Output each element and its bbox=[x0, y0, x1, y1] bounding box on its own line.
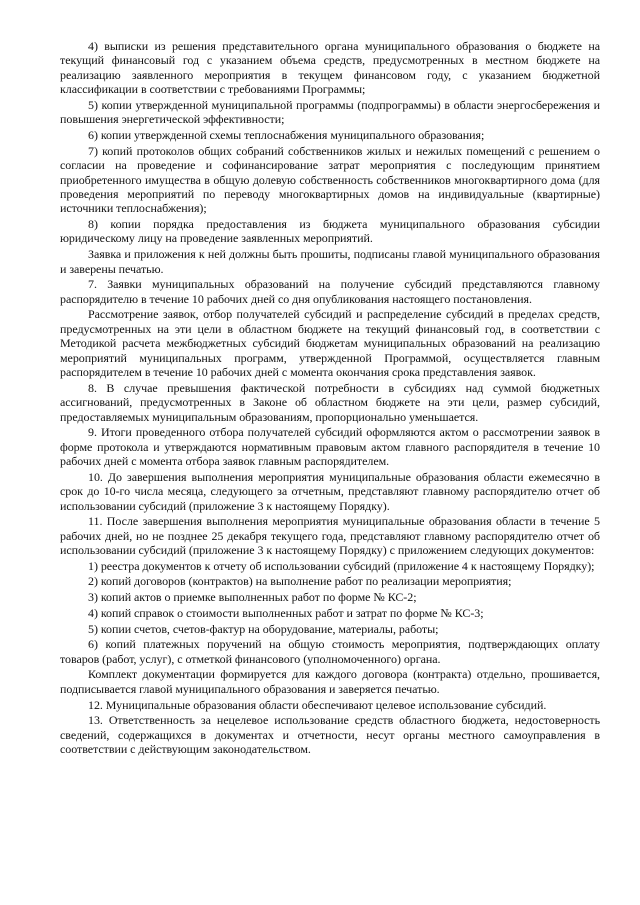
paragraph: 4) выписки из решения представительного органа муниципального образования о бюджете на текущий финансовый год с указанием объема средств, предусмотренных в местном бюджете на реализацию заявленного мероприятия в текущем финансовом году, с указанием бюджетной классификации в соответствии с требованиями Программы; bbox=[60, 39, 600, 97]
paragraph: 9. Итоги проведенного отбора получателей субсидий оформляются актом о рассмотрении заявок в форме протокола и утверждаются нормативным правовым актом главного распорядителя в течение 10 рабочих дней с момента отбора заявок главным распорядителем. bbox=[60, 425, 600, 469]
paragraph: 2) копий договоров (контрактов) на выполнение работ по реализации мероприятия; bbox=[88, 574, 512, 589]
paragraph: Комплект документации формируется для каждого договора (контракта) отдельно, прошивается, подписывается главой муниципального образования и заверяется печатью. bbox=[60, 667, 600, 696]
paragraph: 7) копий протоколов общих собраний собственников жилых и нежилых помещений с решением о согласии на проведение и софинансирование затрат мероприятия с последующим принятием приобретенного имущества в общую долевую собственность собственников многоквартирного дома (для проведения мероприятий по переводу многоквартирных домов на индивидуальные (квартирные) источники теплоснабжения); bbox=[60, 143, 600, 216]
paragraph: 7. Заявки муниципальных образований на получение субсидий представляются главному распорядителю в течение 10 рабочих дней со дня опубликования настоящего постановления. bbox=[60, 277, 600, 306]
paragraph: 5) копии счетов, счетов-фактур на оборудование, материалы, работы; bbox=[88, 621, 439, 636]
paragraph: 11. После завершения выполнения мероприятия муниципальные образования области в течение 5 рабочих дней, но не позднее 25 декабря текущего года, представляют главному распорядителю отчет об использовании субсидий (приложение 3 к настоящему Порядку) с приложением следующих документов: bbox=[60, 514, 600, 558]
paragraph: 10. До завершения выполнения мероприятия муниципальные образования области ежемесячно в срок до 10-го числа месяца, следующего за отчетным, представляют главному распорядителю отчет об использовании субсидий (приложение 3 к настоящему Порядку). bbox=[60, 469, 600, 513]
paragraph: 6) копий платежных поручений на общую стоимость мероприятия, подтверждающих оплату товаров (работ, услуг), с отметкой финансового (уполномоченного) органа. bbox=[60, 637, 600, 666]
paragraph: 13. Ответственность за нецелевое использование средств областного бюджета, недостоверность сведений, содержащихся в документах и отчетности, несут органы местного самоуправления в соответствии с действующим законодательством. bbox=[60, 713, 600, 757]
paragraph: Заявка и приложения к ней должны быть прошиты, подписаны главой муниципального образования и заверены печатью. bbox=[60, 247, 600, 276]
paragraph: 4) копий справок о стоимости выполненных работ и затрат по форме № КС-3; bbox=[88, 605, 484, 620]
document-page bbox=[60, 39, 600, 758]
paragraph: 6) копии утвержденной схемы теплоснабжения муниципального образования; bbox=[88, 128, 485, 143]
paragraph: 5) копии утвержденной муниципальной программы (подпрограммы) в области энергосбережения и повышения энергетической эффективности; bbox=[60, 97, 600, 127]
paragraph: 1) реестра документов к отчету об использовании субсидий (приложение 4 к настоящему Порядку); bbox=[88, 558, 595, 573]
paragraph: 3) копий актов о приемке выполненных работ по форме № КС-2; bbox=[88, 590, 417, 605]
paragraph: Рассмотрение заявок, отбор получателей субсидий и распределение субсидий в пределах средств, предусмотренных на эти цели в областном бюджете на текущий финансовый год, в соответствии с Методикой расчета межбюджетных субсидий бюджетам муниципальных образований на реализацию мероприятий муниципальных программ, утвержденной Программой, осуществляется главным распорядителем в течение 10 рабочих дней с момента окончания срока представления заявок. bbox=[60, 307, 600, 380]
paragraph: 8. В случае превышения фактической потребности в субсидиях над суммой бюджетных ассигнований, предусмотренных в Законе об областном бюджете на эти цели, размер субсидий, предоставляемых муниципальным образованиям, пропорционально уменьшается. bbox=[60, 380, 600, 424]
paragraph: 12. Муниципальные образования области обеспечивают целевое использование субсидий. bbox=[88, 697, 547, 712]
paragraph: 8) копии порядка предоставления из бюджета муниципального образования субсидии юридическому лицу на проведение заявленных мероприятий. bbox=[60, 217, 600, 246]
